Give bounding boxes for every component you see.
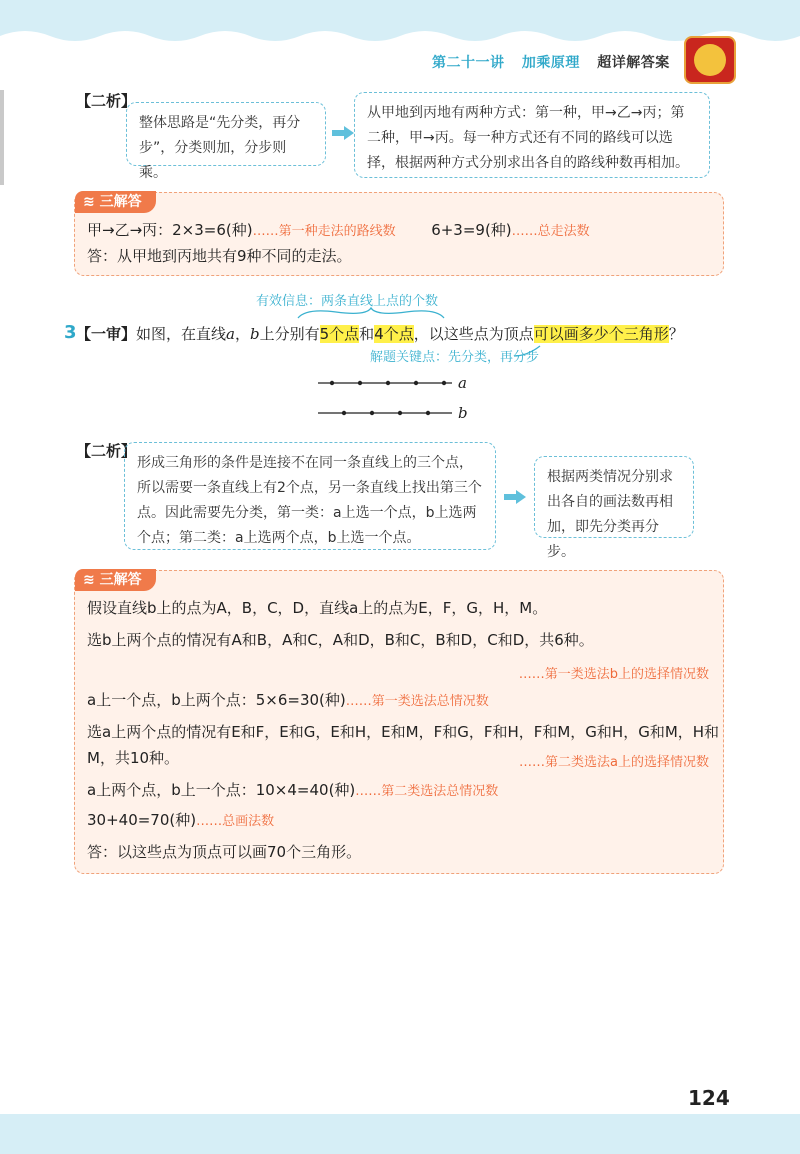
annotation-effective-info: 有效信息：两条直线上点的个数 [256,294,439,309]
question-text: 【一审】如图，在直线a，b上分别有5个点和4个点，以这些点为顶点可以画多少个三角形？ [76,325,684,343]
point-a-1 [330,381,334,385]
point-b-1 [342,411,346,415]
analysis-tag: 【二析】 [76,92,137,110]
right-arrow-icon [332,126,354,140]
annotation-brace-top [296,306,446,320]
page-number: 124 [688,1086,730,1110]
answer-label: ≋ 三解答 [75,191,156,213]
answer-line-1: 甲→乙→丙：2×3=6(种)……第一种走法的路线数 6+3=9(种)……总走法数 [87,221,590,239]
answer-q3-line-7: 答：以这些点为顶点可以画70个三角形。 [87,843,362,861]
question-number: 3 [64,322,77,343]
point-a-3 [386,381,390,385]
answer-q3-line-4b: M，共10种。 [87,749,180,767]
answer-q3-note-2: ……第一类选法b上的选择情况数 [518,667,709,682]
line-label-a: a [458,374,467,392]
point-a-2 [358,381,362,385]
analysis-box-left-q3: 形成三角形的条件是连接不在同一条直线上的三个点，所以需要一条直线上有2个点，另一条直线上找出第三个点。因此需要先分类，第一类：a上选一个点，b上选两个点；第二类：a上选两个点，b上选一个点。 [124,442,496,550]
right-arrow-icon [504,490,526,504]
answer-line-2: 答：从甲地到丙地共有9种不同的走法。 [87,247,352,265]
annotation-key-point: 解题关键点：先分类，再分步 [370,350,540,365]
answer-label-q3: ≋ 三解答 [75,569,156,591]
point-b-3 [398,411,402,415]
page-header [432,52,670,72]
left-edge-bar [0,90,4,185]
answer-panel-1 [74,192,724,276]
analysis-tag-q3: 【二析】 [76,442,137,460]
answer-q3-line-6: 30+40=70(种)……总画法数 [87,811,275,829]
top-wave-decoration [0,26,800,66]
topic-title: 加乘原理 [521,55,580,71]
analysis-box-right-q3: 根据两类情况分别求出各自的画法数再相加，即先分类再分步。 [534,456,694,538]
answer-q3-line-3: a上一个点，b上两个点：5×6=30(种)……第一类选法总情况数 [87,691,489,709]
answer-q3-line-1: 假设直线b上的点为A，B，C，D，直线a上的点为E，F，G，H，M。 [87,599,548,617]
line-b [318,411,452,415]
point-b-2 [370,411,374,415]
line-label-b: b [458,404,468,422]
subtitle: 超详解答案 [597,55,670,71]
figure-two-lines [310,372,480,424]
answer-panel-2 [74,570,724,874]
badge-icon [684,36,736,84]
lecture-title: 第二十一讲 [432,55,505,71]
point-a-4 [414,381,418,385]
point-a-5 [442,381,446,385]
answer-q3-line-4a: 选a上两个点的情况有E和F，E和G，E和H，E和M，F和G，F和H，F和M，G和H，G和M，H和 [87,723,720,741]
point-b-4 [426,411,430,415]
answer-q3-note-4: ……第二类选法a上的选择情况数 [519,755,709,770]
line-a [318,381,452,385]
answer-q3-line-2: 选b上两个点的情况有A和B，A和C，A和D，B和C，B和D，C和D，共6种。 [87,631,594,649]
analysis-box-right: 从甲地到丙地有两种方式：第一种，甲→乙→丙；第二种，甲→丙。每一种方式还有不同的路线可以选择，根据两种方式分别求出各自的路线种数再相加。 [354,92,710,178]
bottom-band [0,1114,800,1154]
analysis-box-left: 整体思路是“先分类，再分步”，分类则加，分步则乘。 [126,102,326,166]
answer-q3-line-5: a上两个点，b上一个点：10×4=40(种)……第二类选法总情况数 [87,781,499,799]
